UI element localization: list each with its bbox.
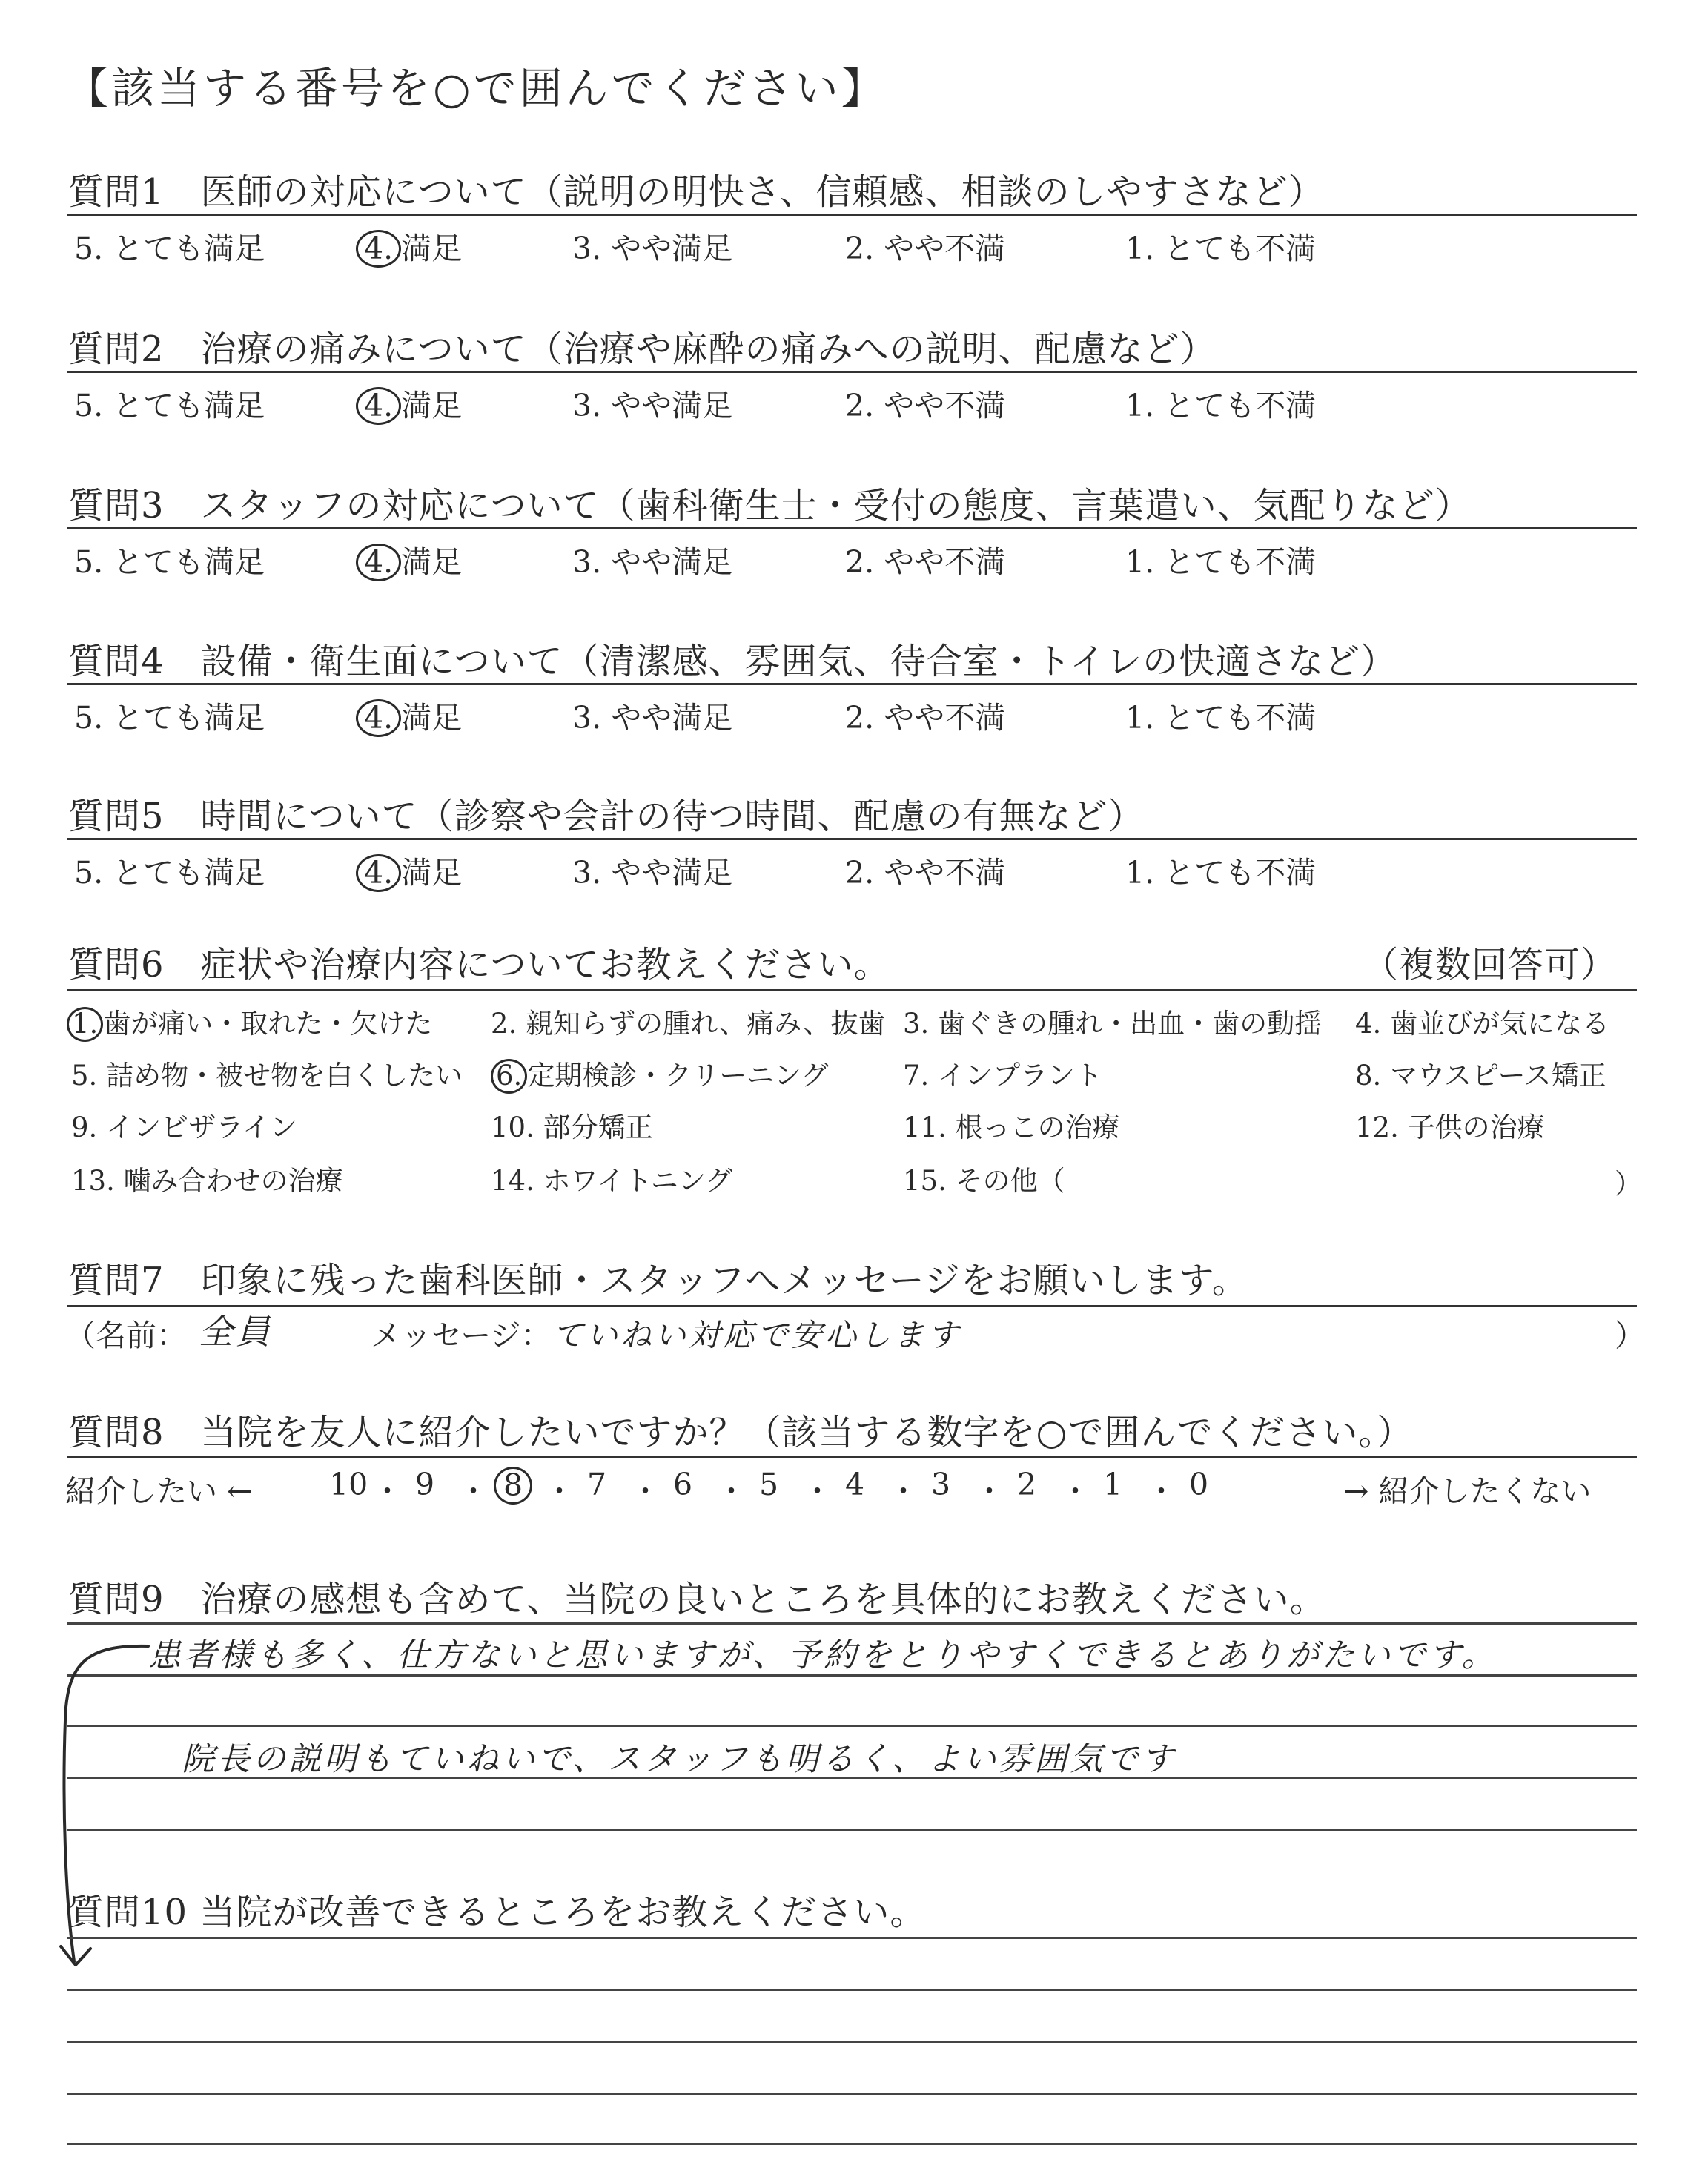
q3-option-3: 3. やや満足 [572,544,733,580]
q8-left-label: 紹介したい ← [65,1473,253,1509]
q6-option-10-label: 部分矯正 [543,1112,653,1143]
q5-option-4 [356,848,462,892]
q5-option-4-num: 4. [356,854,401,892]
q5-rule [67,838,1637,840]
q6-option-2 [491,1001,886,1041]
q7-message-label: メッセージ： [371,1318,552,1353]
q2-option-4-num: 4. [356,387,401,425]
q6-option-8 [1355,1053,1606,1093]
q8-scale-4: 4 [845,1467,865,1502]
q1-option-4-num: 4. [356,230,401,268]
q6-option-5-label: 詰め物・被せ物を白くしたい [106,1060,463,1091]
q1-rule [67,214,1637,216]
page-heading: 【該当する番号を○で囲んでください】 [65,63,887,113]
q6-note: （複数回答可） [1363,944,1618,985]
q1-option-4 [356,224,462,268]
q6-option-13-num: 13. [71,1165,115,1197]
q6-option-9-num: 9. [71,1112,98,1143]
q6-option-11 [903,1105,1120,1145]
q8-right-label: → 紹介したくない [1343,1473,1592,1509]
q3-option-1: 1. とても不満 [1125,544,1317,580]
q9-answer-line-1: 患者様も多く、仕方ないと思いますが、予約をとりやすくできるとありがたいです。 [148,1636,1497,1674]
q7-name-value: 全員 [199,1312,273,1352]
q8-scale-10: 10 [329,1467,368,1502]
q3-title: 質問3 スタッフの対応について（歯科衛生士・受付の態度、言葉遣い、気配りなど） [68,485,1472,526]
q4-rule [67,683,1637,685]
q9-title: 質問9 治療の感想も含めて、当院の良いところを具体的にお教えください。 [68,1579,1326,1620]
q5-title: 質問5 時間について（診察や会計の待つ時間、配慮の有無など） [68,796,1145,837]
q6-option-14-label: ホワイトニング [543,1165,733,1197]
q7-message-value: ていねい対応で安心します [552,1317,962,1353]
q7-close-paren: ） [1615,1318,1645,1353]
q6-option-6 [491,1053,829,1094]
q3-option-2: 2. やや不満 [845,544,1006,580]
q6-option-14 [491,1158,732,1198]
q8-scale-7: 7 [587,1467,607,1502]
q6-option-12-label: 子供の治療 [1407,1112,1545,1143]
q9-rule-1 [67,1622,1637,1625]
q6-option-2-gap [517,1008,526,1040]
q6-option-8-gap [1381,1060,1390,1091]
q3-option-4-num: 4. [356,544,401,581]
q6-option-7-label: インプラント [938,1060,1103,1091]
q8-scale-dot-5: ・ [802,1473,833,1509]
q1-option-5: 5. とても満足 [74,231,265,266]
q8-scale-dot-4: ・ [716,1473,747,1509]
q2-option-2: 2. やや不満 [845,388,1006,423]
q6-option-15-label: その他（ [955,1165,1065,1197]
q10-rule-5 [67,2143,1637,2145]
q6-option-4-num: 4. [1355,1008,1382,1040]
q9-rule-3 [67,1725,1637,1727]
q4-option-1: 1. とても不満 [1125,700,1317,736]
q6-option-3 [903,1001,1322,1041]
q6-option-12-gap [1399,1112,1408,1143]
q6-close-paren: ） [1615,1168,1642,1200]
q1-option-4-label: 満足 [401,231,463,266]
q6-option-12-num: 12. [1355,1112,1399,1143]
q6-option-10 [491,1105,653,1145]
q3-option-4-label: 満足 [401,544,463,580]
q2-title: 質問2 治療の痛みについて（治療や麻酔の痛みへの説明、配慮など） [68,328,1217,370]
q2-option-3: 3. やや満足 [572,388,733,423]
q6-option-11-label: 根っこの治療 [955,1112,1120,1143]
q8-scale-dot-7: ・ [974,1473,1004,1509]
q5-option-1: 1. とても不満 [1125,855,1317,891]
q2-rule [67,371,1637,373]
q10-title: 質問10 当院が改善できるところをお教えください。 [68,1892,927,1933]
q6-title: 質問6 症状や治療内容についてお教えください。 [68,944,890,985]
q6-option-5-num: 5. [71,1060,98,1091]
q6-option-13-label: 噛み合わせの治療 [123,1165,343,1197]
q6-option-4 [1355,1001,1609,1041]
q3-option-5: 5. とても満足 [74,544,265,580]
q3-rule [67,527,1637,529]
q4-option-3: 3. やや満足 [572,700,733,736]
q8-scale-5: 5 [759,1467,779,1502]
q2-option-5: 5. とても満足 [74,388,265,423]
q6-option-15-num: 15. [903,1165,947,1197]
q6-option-5 [71,1053,463,1093]
q6-option-4-label: 歯並びが気になる [1390,1008,1610,1040]
q4-option-4-num: 4. [356,699,401,737]
q4-option-4 [356,693,462,737]
q8-scale-dot-6: ・ [888,1473,918,1509]
q6-option-14-num: 14. [491,1165,534,1197]
q8-scale-6: 6 [673,1467,693,1502]
q8-scale-dot-2: ・ [544,1473,575,1509]
q5-option-4-label: 満足 [401,855,463,891]
q2-option-4 [356,381,462,425]
q8-scale-0: 0 [1189,1467,1209,1502]
q6-option-4-gap [1381,1008,1390,1040]
q6-option-2-label: 親知らずの腫れ、痛み、抜歯 [526,1008,886,1040]
q6-option-10-gap [534,1112,543,1143]
q8-scale-9: 9 [415,1467,435,1502]
q1-option-3: 3. やや満足 [572,231,733,266]
q2-option-4-label: 満足 [401,388,463,423]
q9-answer-line-2: 院長の説明もていねいで、スタッフも明るく、よい雰囲気です [182,1740,1177,1778]
q6-option-10-num: 10. [491,1112,534,1143]
q6-option-6-num: 6. [491,1059,527,1094]
q6-option-8-label: マウスピース矯正 [1390,1060,1606,1091]
q10-rule-4 [67,2093,1637,2095]
q6-option-9-label: インビザライン [106,1112,297,1143]
q7-rule [67,1305,1637,1307]
q6-option-5-gap [97,1060,106,1091]
q4-option-5: 5. とても満足 [74,700,265,736]
q6-option-7-gap [929,1060,938,1091]
q10-rule-3 [67,2041,1637,2043]
q6-rule [67,989,1637,991]
q8-scale-2: 2 [1017,1467,1037,1502]
q4-option-2: 2. やや不満 [845,700,1006,736]
q6-option-2-num: 2. [491,1008,517,1040]
q6-option-15-gap [947,1165,956,1197]
q6-option-14-gap [534,1165,543,1197]
q6-option-13 [71,1158,343,1198]
q3-option-4 [356,538,462,581]
q6-option-15 [903,1158,1065,1198]
q7-title: 質問7 印象に残った歯科医師・スタッフへメッセージをお願いします。 [68,1260,1248,1301]
q8-scale-dot-0: ・ [372,1473,403,1509]
q8-scale-dot-1: ・ [458,1473,489,1509]
q10-rule-1 [67,1937,1637,1939]
q8-title: 質問8 当院を友人に紹介したいですか？（該当する数字を○で囲んでください。） [68,1412,1414,1453]
q1-option-2: 2. やや不満 [845,231,1006,266]
q5-option-2: 2. やや不満 [845,855,1006,891]
q6-option-1-num: 1. [67,1007,103,1042]
q8-rule [67,1456,1637,1458]
q10-rule-2 [67,1989,1637,1991]
q6-option-8-num: 8. [1355,1060,1382,1091]
q7-name-label: （名前： [65,1318,187,1353]
q1-title: 質問1 医師の対応について（説明の明快さ、信頼感、相談のしやすさなど） [68,171,1325,213]
q6-option-3-label: 歯ぐきの腫れ・出血・歯の動揺 [938,1008,1323,1040]
q8-scale-dot-9: ・ [1146,1473,1176,1509]
q9-rule-5 [67,1829,1637,1831]
q6-option-6-label: 定期検診・クリーニング [527,1060,829,1091]
q6-option-9 [71,1105,297,1145]
q2-option-1: 1. とても不満 [1125,388,1317,423]
q8-scale-8: 8 [494,1467,532,1505]
q6-option-3-num: 3. [903,1008,930,1040]
q5-option-3: 3. やや満足 [572,855,733,891]
q6-option-11-gap [947,1112,956,1143]
q6-option-3-gap [929,1008,938,1040]
q8-scale-3: 3 [931,1467,951,1502]
q6-option-7-num: 7. [903,1060,930,1091]
q4-title: 質問4 設備・衛生面について（清潔感、雰囲気、待合室・トイレの快適さなど） [68,641,1397,682]
q6-option-13-gap [115,1165,124,1197]
q4-option-4-label: 満足 [401,700,463,736]
q5-option-5: 5. とても満足 [74,855,265,891]
q8-scale-dot-3: ・ [630,1473,661,1509]
q6-option-11-num: 11. [903,1112,947,1143]
q6-option-12 [1355,1105,1545,1145]
q6-option-1 [67,1001,432,1042]
q1-option-1: 1. とても不満 [1125,231,1317,266]
q8-scale-1: 1 [1103,1467,1123,1502]
q6-option-1-label: 歯が痛い・取れた・欠けた [103,1008,433,1040]
q8-scale-dot-8: ・ [1060,1473,1090,1509]
q6-option-7 [903,1053,1102,1093]
q6-option-9-gap [97,1112,106,1143]
